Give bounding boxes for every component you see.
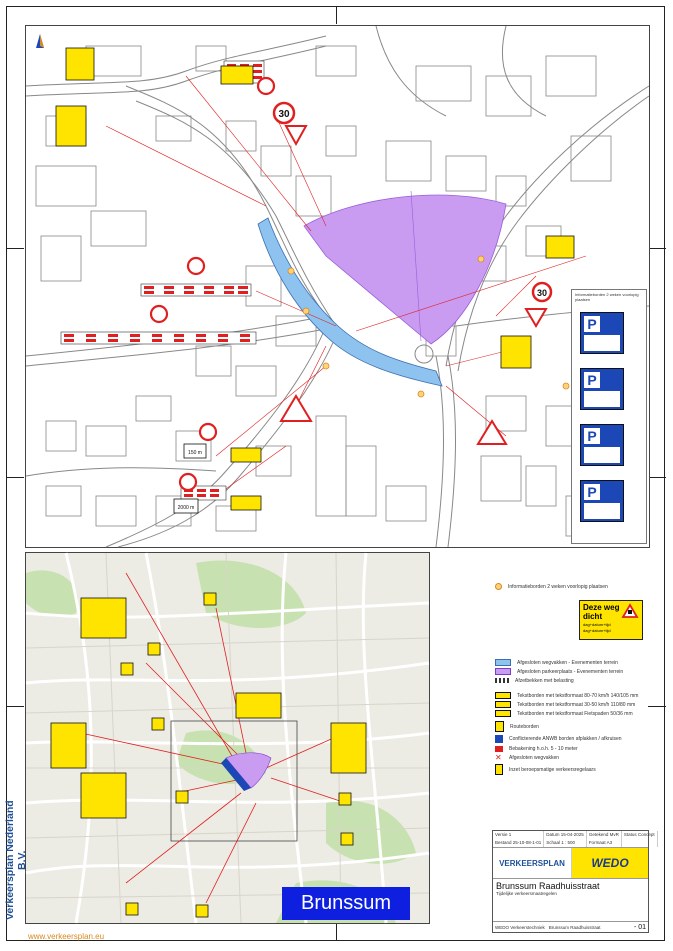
text-board-swatch [495,710,511,717]
legend-info-note: Informatieborden 2 weken voorlopig plaatsen [495,583,651,590]
sheet-tick [336,923,337,941]
detail-map-drawing [26,26,649,547]
legend-item: Afzetbekken met belasting [495,677,651,684]
parking-info-board: P [580,312,624,354]
anwb-sign-swatch [495,735,503,743]
distance-text: 150 m [188,450,202,456]
beacon-swatch [495,746,503,752]
company-name: Verkeersplan Nederland B.V. [4,800,28,920]
legend [495,583,651,592]
overview-map-drawing [26,553,429,923]
parking-info-board: P [580,480,624,522]
sheet-tick [6,248,24,249]
text-board-swatch [495,692,511,699]
route-board-swatch [495,721,504,732]
overview-map[interactable] [25,552,430,924]
detail-map[interactable] [25,25,650,548]
distance-board [174,499,198,513]
barrier-row [61,332,256,344]
road-closed-date: dag+datum+tijd [583,628,611,633]
info-marker-icon [495,583,502,590]
road-closed-date: dag+datum+tijd [583,622,611,627]
speed-limit-sign [533,283,551,301]
title-block-footer: WEDO Verkeerstechniek Brunssum Raadhuisstraat - 01 [493,921,648,932]
speed-limit-text: 30 [278,109,290,120]
closed-road-swatch [495,659,511,666]
legend-item: Tekstborden met tekstformaat 80-70 km/h 140/105 mm [495,692,651,699]
event-area-swatch [495,668,511,675]
logos [493,848,648,879]
distance-text: 2000 m [177,505,195,511]
traffic-controller-swatch [495,764,503,775]
event-area [304,195,506,344]
roadworks-warning-icon [622,604,638,618]
legend-item: Afgesloten wegvakken - Evenementen terrein [495,659,651,666]
legend-item: Afgesloten parkeerplaats - Evenementen terrein [495,668,651,675]
sheet-tick [6,477,24,478]
title-block [492,830,655,933]
legend-item: Tekstborden met tekstformaat 30-50 km/h 110/80 mm [495,701,651,708]
info-board-column [571,289,647,544]
legend-items [495,659,651,777]
distance-board [184,444,206,458]
project-subtitle: Tijdelijke verkeersmaatregelen [496,891,557,896]
barrier-row [141,284,251,296]
legend-item: ✕ Afgesloten wegvakken [495,753,560,762]
info-board-note: Informatieborden 2 weken voorlopig plaatsen [575,292,639,302]
sheet-number: - 01 [633,923,646,931]
city-label: Brunssum [282,887,410,920]
legend-item: Bebakening h.o.h. 5 - 10 meter [495,745,651,752]
text-board-swatch [495,701,511,708]
legend-item: Inzet beroepsmatige verkeersregelaars [495,764,651,775]
road-closed-title: dicht [583,612,603,621]
sheet-tick [648,248,666,249]
road-closed-sign [579,600,643,640]
legend-item: Conflicterende ANWB borden afplakken / afkruisen [495,735,651,743]
closed-cross-icon: ✕ [495,753,502,762]
legend-item: Tekstborden met tekstformaat Fietspaden 50/36 mm [495,710,651,717]
wedo-logo: WEDO [572,848,648,878]
verkeersplan-logo: VERKEERSPLAN [493,848,572,878]
sheet-tick [6,706,24,707]
sheet-tick [336,6,337,24]
speed-limit-text: 30 [536,288,548,298]
title-block-meta: Versie 1 Datum 15-04-2025 Getekend MvR Status Concept Bestand 25-10-08-1-01 Schaal 1 : 500 Formaat A3 [493,831,648,848]
website-link[interactable]: www.verkeersplan.eu [28,932,105,941]
parking-info-board: P [580,424,624,466]
barrier-swatch [495,678,509,683]
north-arrow [36,34,44,48]
project-title: Brunssum Raadhuisstraat [496,881,600,891]
sheet-tick [648,477,666,478]
road-closed-title: Deze weg [583,603,620,612]
parking-info-board: P [580,368,624,410]
speed-limit-sign [274,103,294,123]
legend-item: Routeborden [495,721,651,732]
